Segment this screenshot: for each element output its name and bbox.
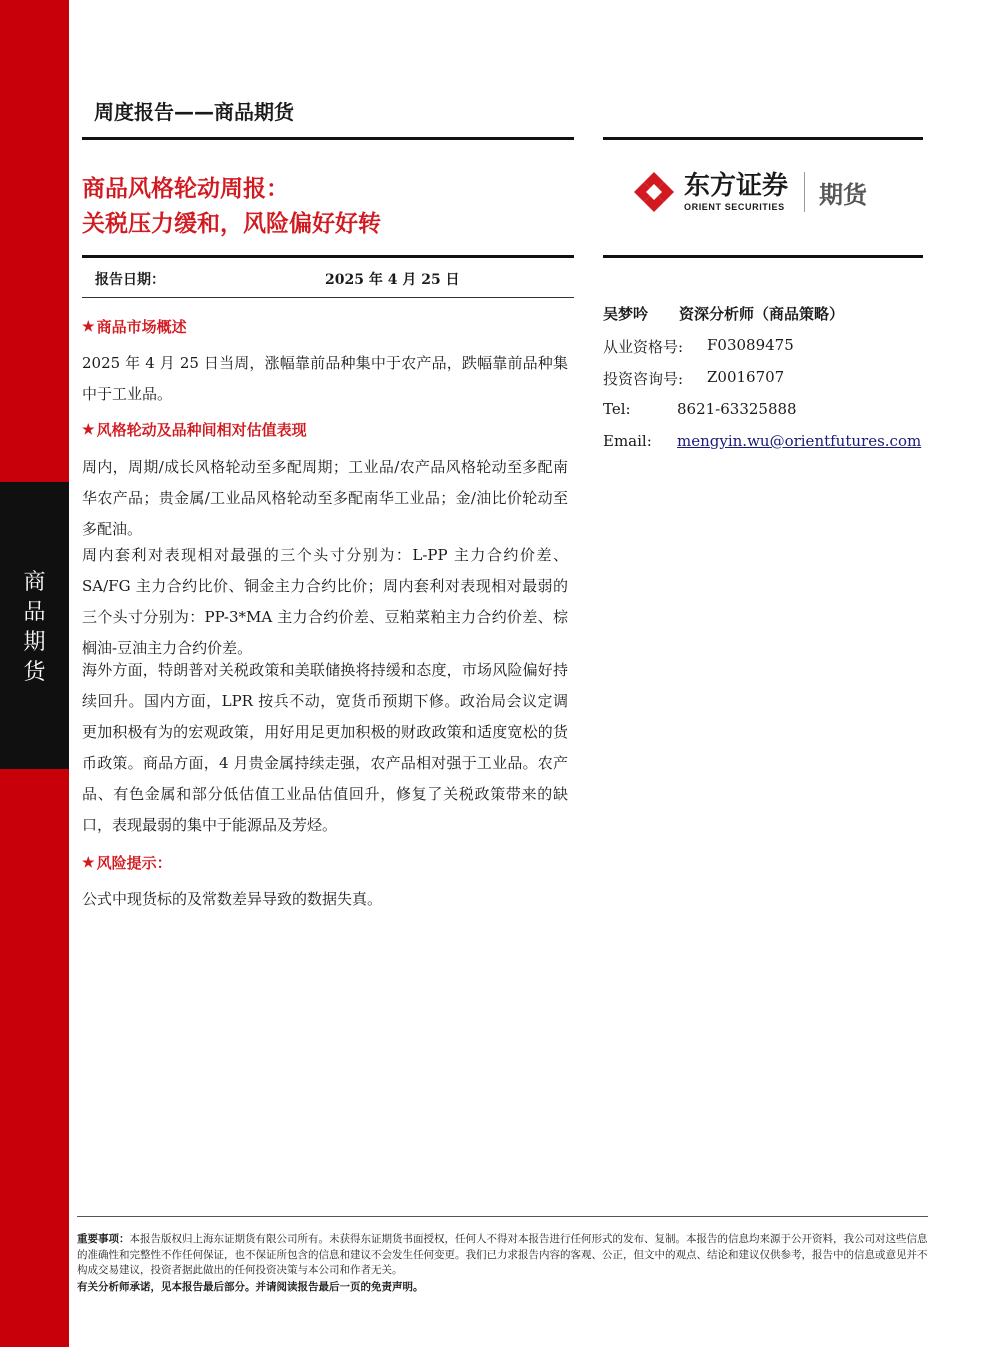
- email-link[interactable]: mengyin.wu@orientfutures.com: [677, 432, 922, 450]
- section-heading-market-overview: [82, 316, 187, 337]
- brand-name-en: ORIENT SECURITIES: [684, 201, 785, 212]
- logo-separator: [804, 172, 805, 212]
- report-date-label: 报告日期：: [95, 272, 165, 288]
- report-type-heading: 周度报告——商品期货: [94, 100, 294, 124]
- disclaimer-body: 本报告版权归上海东证期货有限公司所有。未获得东证期货书面授权，任何人不得对本报告进行任何形式的发布、复制。本报告的信息均来源于公开资料，我公司对这些信息的准确性和完整性不作任何保证，也不保证所包含的信息和建议不会发生任何变更。我们已力求报告内容的客观、公正，但文中的观点、结论和建议仅供参考，报告中的信息或意见并不构成交易建议，投资者据此做出的任何投资决策与本公司和作者无关。: [77, 1233, 928, 1276]
- analyst-name: 吴梦吟: [603, 305, 649, 323]
- email-label: Email:: [603, 432, 652, 450]
- section-heading-style-rotation: [82, 419, 307, 440]
- disclaimer-text: [77, 1232, 928, 1279]
- brand-sub-label: 期货: [819, 180, 868, 209]
- paragraph-macro: 海外方面，特朗普对关税政策和美联储换将持缓和态度，市场风险偏好持续回升。国内方面，LPR 按兵不动，宽货币预期下修。政治局会议定调更加积极有为的宏观政策，用好用足更加积极的财政政策和适度宽松的货币政策。商品方面，4 月贵金属持续走强，农产品相对强于工业品。农产品、有色金属和部分低估值工业品估值回升，修复了关税政策带来的缺口，表现最弱的集中于能源品及芳烃。: [82, 661, 568, 834]
- report-title-line1: 商品风格轮动周报：: [82, 176, 289, 202]
- section-heading-text: 风格轮动及品种间相对估值表现: [96, 421, 307, 439]
- section-heading-risk: [82, 852, 172, 873]
- sidebar-category-label: 商品期货: [23, 570, 46, 685]
- brand-name-cn: 东方证券: [684, 170, 789, 201]
- header-rule: [82, 137, 574, 140]
- paragraph-style-rotation: 周内，周期/成长风格轮动至多配周期；工业品/农产品风格轮动至多配南华农产品；贵金属/工业品风格轮动至多配南华工业品；金/油比价轮动至多配油。: [82, 458, 568, 538]
- paragraph-arbitrage: 周内套利对表现相对最强的三个头寸分别为：L-PP 主力合约价差、SA/FG 主力合约比价、铜金主力合约比价；周内套利对表现相对最弱的三个头寸分别为：PP-3*MA 主力合约价差、豆粕菜粕主力合约价差、棕榈油-豆油主力合约价差。: [82, 546, 568, 657]
- report-title-line2: 关税压力缓和，风险偏好好转: [82, 211, 381, 237]
- license-label: 从业资格号:: [603, 338, 684, 356]
- advisory-label: 投资咨询号:: [603, 370, 684, 388]
- logo-top-rule: [603, 137, 923, 140]
- report-date-value: 2025 年 4 月 25 日: [325, 272, 460, 288]
- disclaimer-rule: [77, 1216, 928, 1217]
- license-value: F03089475: [707, 336, 794, 354]
- disclaimer-label: 重要事项：: [77, 1233, 130, 1245]
- title-bottom-rule: [82, 255, 574, 258]
- orient-securities-logo: [632, 170, 867, 214]
- paragraph-market-overview: 2025 年 4 月 25 日当周，涨幅靠前品种集中于农产品，跌幅靠前品种集中于工业品。: [82, 354, 568, 403]
- date-bottom-rule: [82, 297, 574, 298]
- paragraph-risk: 公式中现货标的及常数差异导致的数据失真。: [82, 890, 383, 908]
- section-heading-text: 商品市场概述: [96, 318, 187, 336]
- tel-value: 8621-63325888: [677, 400, 797, 418]
- section-heading-text: 风险提示：: [96, 854, 172, 872]
- orient-logo-icon: [632, 170, 676, 214]
- star-icon: ★: [82, 421, 95, 438]
- star-icon: ★: [82, 318, 95, 335]
- analyst-role: 资深分析师（商品策略）: [679, 305, 845, 323]
- disclaimer-footer: 有关分析师承诺，见本报告最后部分。并请阅读报告最后一页的免责声明。: [77, 1281, 424, 1293]
- advisory-value: Z0016707: [707, 368, 785, 386]
- tel-label: Tel:: [603, 400, 631, 418]
- star-icon: ★: [82, 854, 95, 871]
- sidebar-category-block: [0, 482, 69, 769]
- logo-bottom-rule: [603, 255, 923, 258]
